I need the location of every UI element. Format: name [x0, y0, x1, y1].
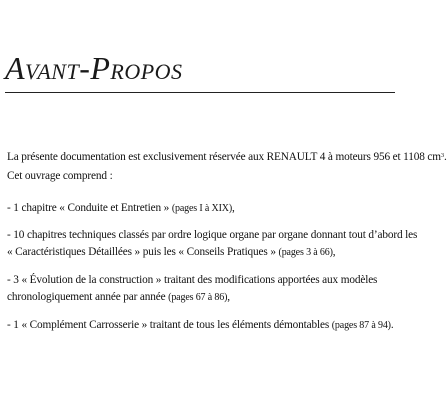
list-item-carrosserie — [7, 317, 395, 334]
list-item-carrosserie-pages: (pages 87 à 94) — [331, 320, 391, 331]
intro-paragraph — [7, 149, 447, 165]
page-title: Avant-Propos — [5, 50, 183, 86]
list-item-evolution-line2 — [7, 289, 395, 306]
list-item-conduite-text: - 1 chapitre « Conduite et Entretien » — [7, 202, 172, 214]
intro-end: . — [444, 151, 447, 163]
title-underline — [5, 92, 395, 93]
list-item-chapitres-text: « Caractéristiques Détaillées » puis les « Conseils Pratiques » — [7, 246, 279, 258]
list-item-evolution-end: , — [227, 291, 230, 303]
list-item-chapitres-line2 — [7, 244, 395, 261]
list-item-chapitres-line1: - 10 chapitres techniques classés par ordre logique organe par organe donnant tout d’abord les — [7, 229, 418, 241]
list-item-conduite — [7, 200, 395, 217]
list-item-carrosserie-text: - 1 « Complément Carrosserie » traitant de tous les éléments démontables — [7, 319, 332, 331]
list-item-evolution-line1: - 3 « Évolution de la construction » traitant des modifications apportées aux modèles — [7, 274, 378, 286]
intro-superscript: 3 — [440, 152, 445, 159]
list-item-conduite-pages: (pages I à XIX) — [171, 203, 233, 214]
comprend-paragraph: Cet ouvrage comprend : — [7, 170, 113, 182]
intro-text: La présente documentation est exclusivement réservée aux RENAULT 4 à moteurs 956 et 1108 cm — [7, 151, 441, 163]
list-item-evolution-text: chronologiquement année par année — [7, 291, 169, 303]
list-item-chapitres-pages: (pages 3 à 66) — [278, 247, 333, 258]
list-item-carrosserie-end: . — [390, 319, 394, 331]
list-item-evolution-pages: (pages 67 à 86) — [168, 292, 228, 303]
list-item-chapitres-end: , — [332, 246, 336, 258]
list-item-conduite-end: , — [232, 202, 235, 214]
